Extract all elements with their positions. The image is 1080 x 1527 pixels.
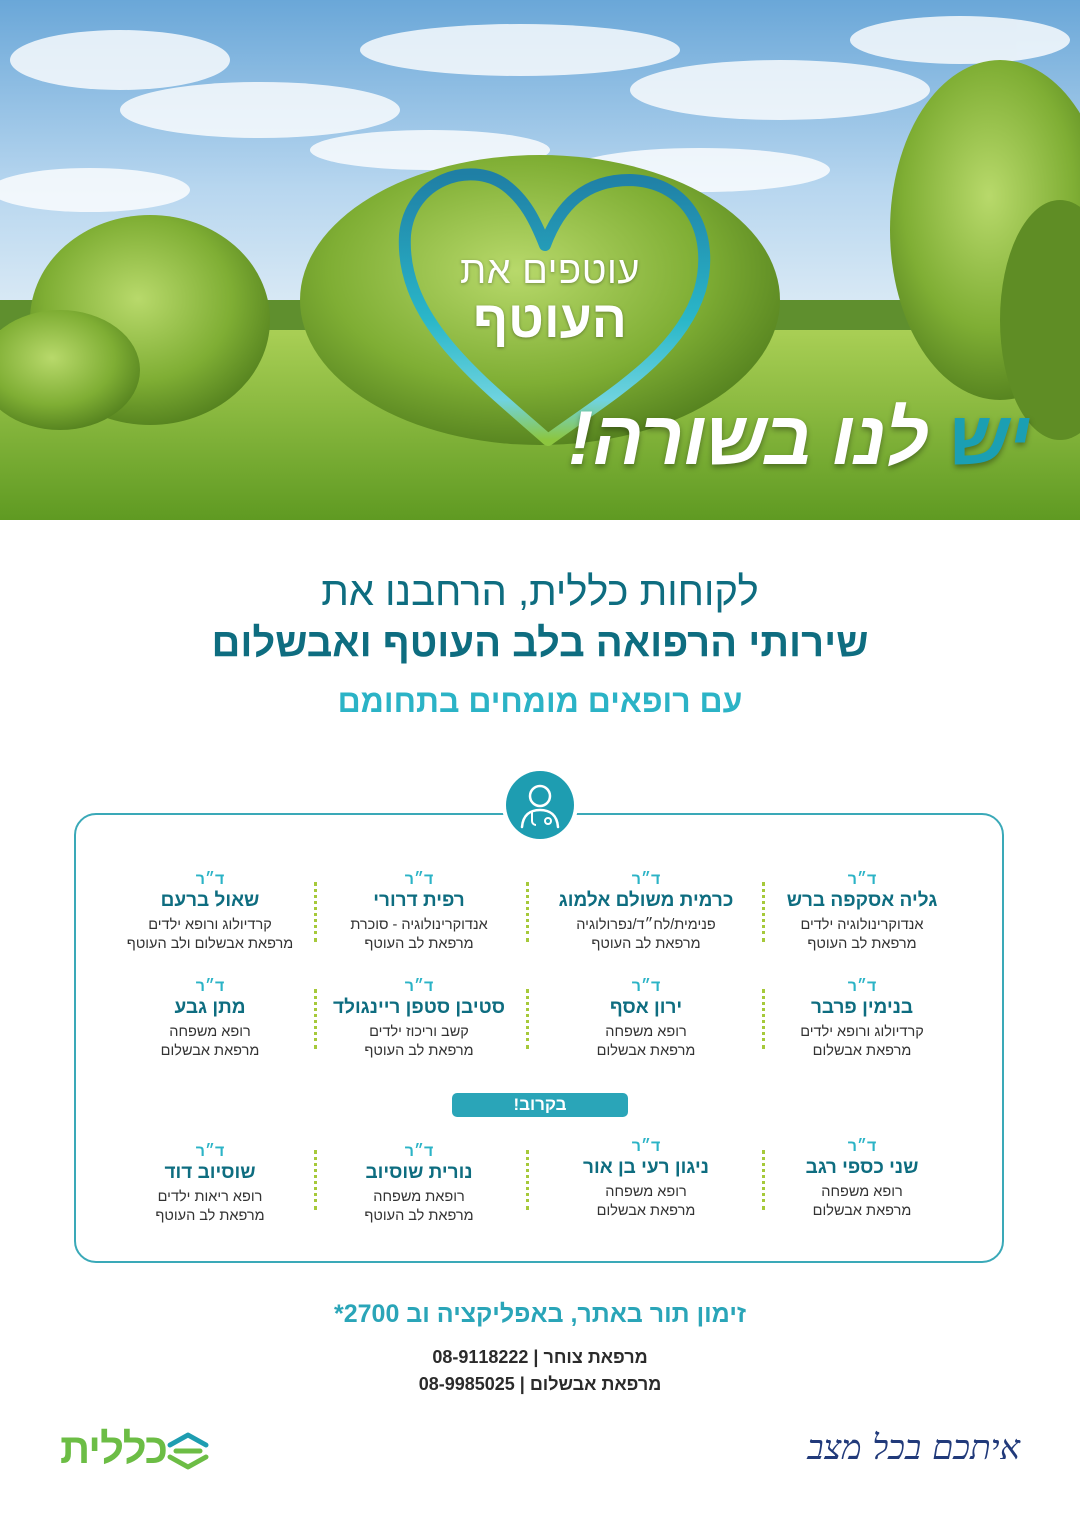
doctor-title: ד״ר [195, 978, 225, 995]
doctor-clinic: מרפאת אבשלום [596, 1203, 696, 1220]
intro-line1: לקוחות כללית, הרחבנו את [321, 570, 759, 614]
doctor-title: ד״ר [847, 1138, 877, 1155]
doctor-name: ניגון רעי בן אור [583, 1157, 709, 1179]
doctor-card [757, 870, 967, 954]
doctor-card-soon [541, 1137, 751, 1221]
doctor-specialty: קרדיולוג ורופא ילדים [148, 916, 272, 933]
intro-subheadline: עם רופאים מומחים בתחומם [337, 683, 743, 719]
doctor-specialty: רופא משפחה [169, 1023, 251, 1040]
clinic-phone-zohar: מרפאת צוחר | 08-9118222 [432, 1347, 648, 1367]
hero-slogan [568, 395, 1030, 482]
hero-banner [0, 0, 1080, 520]
doctor-card [314, 977, 524, 1061]
doctor-card-soon [102, 1142, 318, 1226]
doctor-specialty: רופא משפחה [605, 1023, 687, 1040]
doctor-clinic: מרפאת אבשלום ולב העוטף [126, 936, 294, 953]
column-divider [314, 989, 317, 1049]
doctor-name: נורית שוסיוב [365, 1162, 473, 1184]
doctor-clinic: מרפאת אבשלום [812, 1203, 912, 1220]
doctor-name: ירון אסף [609, 997, 683, 1019]
doctor-name: שני כספי רגב [805, 1157, 919, 1179]
doctor-clinic: מרפאת אבשלום [596, 1043, 696, 1060]
doctor-card-soon [757, 1137, 967, 1221]
doctor-clinic: מרפאת לב העוטף [364, 1208, 474, 1225]
doctor-card [541, 870, 751, 954]
doctor-title: ד״ר [847, 978, 877, 995]
doctor-card [102, 977, 318, 1061]
doctor-card [102, 870, 318, 954]
doctor-specialty: רופא משפחה [605, 1183, 687, 1200]
clalit-logo-text: כללית [60, 1425, 167, 1472]
doctor-card [757, 977, 967, 1061]
doctor-clinic: מרפאת לב העוטף [591, 936, 701, 953]
column-divider [314, 882, 317, 942]
clalit-logo [60, 1425, 210, 1475]
doctor-clinic: מרפאת לב העוטף [155, 1208, 265, 1225]
doctor-name: שוסיוב דוד [164, 1162, 256, 1184]
doctor-specialty: קשב וריכוז ילדים [369, 1023, 469, 1040]
doctor-clinic: מרפאת לב העוטף [807, 936, 917, 953]
doctor-specialty: פנימית/לח״ד/נפרולוגיה [576, 916, 716, 933]
intro-headline: שירותי הרפואה בלב העוטף ואבשלום [211, 621, 869, 665]
doctor-title: ד״ר [195, 1143, 225, 1160]
slogan-accent: יש [947, 396, 1030, 481]
doctor-name: סטיבן סטפן ריינגולד [333, 997, 505, 1019]
clinic-phone-avshalom: מרפאת אבשלום | 08-9985025 [418, 1374, 662, 1394]
column-divider [762, 1150, 765, 1210]
doctor-title: ד״ר [631, 1138, 661, 1155]
coming-soon-badge: בקרוב! [452, 1093, 628, 1117]
doctor-card [541, 977, 751, 1061]
column-divider [314, 1150, 317, 1210]
doctor-specialty: רופא משפחה [821, 1183, 903, 1200]
clalit-logo-icon [166, 1431, 212, 1471]
doctor-name: בנימין פרבר [810, 997, 914, 1019]
doctor-clinic: מרפאת לב העוטף [364, 1043, 474, 1060]
doctor-specialty: אנדוקרינולוגיה - סוכרת [350, 916, 488, 933]
doctor-specialty: רופא ריאות ילדים [157, 1188, 263, 1205]
doctor-name: שאול ברעם [160, 890, 260, 912]
doctor-title: ד״ר [631, 978, 661, 995]
column-divider [526, 882, 529, 942]
doctor-title: ד״ר [195, 871, 225, 888]
column-divider [526, 1150, 529, 1210]
doctor-title: ד״ר [404, 871, 434, 888]
slogan-rest: לנו בשורה! [568, 396, 948, 481]
doctor-specialty: אנדוקרינולוגיה ילדים [800, 916, 924, 933]
doctor-clinic: מרפאת אבשלום [812, 1043, 912, 1060]
brand-tagline: איתכם בכל מצב [807, 1428, 1020, 1468]
heart-text-line1: עוטפים את [459, 250, 641, 292]
doctor-card-soon [314, 1142, 524, 1226]
heart-text-line2: העוטף [473, 291, 627, 349]
doctor-clinic: מרפאת לב העוטף [364, 936, 474, 953]
column-divider [762, 989, 765, 1049]
doctor-name: כרמית משולם אלמוג [558, 890, 734, 912]
doctor-name: גליה אסקפה ברש [786, 890, 938, 912]
doctor-title: ד״ר [404, 978, 434, 995]
doctor-clinic: מרפאת אבשלום [160, 1043, 260, 1060]
doctor-title: ד״ר [631, 871, 661, 888]
doctor-icon [506, 771, 574, 839]
column-divider [762, 882, 765, 942]
column-divider [526, 989, 529, 1049]
doctor-title: ד״ר [404, 1143, 434, 1160]
doctor-title: ד״ר [847, 871, 877, 888]
doctor-card [314, 870, 524, 954]
doctor-specialty: קרדיולוג ורופא ילדים [800, 1023, 924, 1040]
booking-info: זימון תור באתר, באפליקציה וב 2700* [334, 1300, 746, 1328]
doctor-specialty: רופאת משפחה [373, 1188, 465, 1205]
doctor-name: מתן גבע [174, 997, 246, 1019]
doctor-name: רפית דרורי [373, 890, 465, 912]
